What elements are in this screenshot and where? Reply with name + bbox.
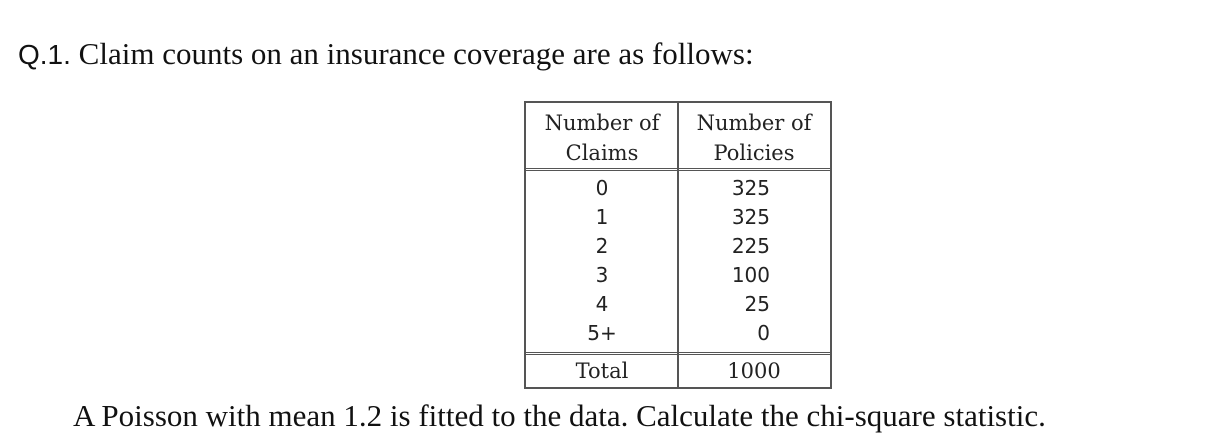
instruction-text: A Poisson with mean 1.2 is fitted to the data. Calculate the chi-square statistic. [73, 398, 1046, 433]
policies-cell: 325 [731, 205, 770, 229]
policies-cell: 100 [731, 263, 770, 287]
total-label: Total [575, 359, 629, 383]
header-line: Number of [544, 111, 660, 135]
header-line: Policies [713, 141, 795, 165]
total-value: 1000 [727, 359, 781, 383]
policies-cell: 25 [744, 292, 770, 316]
claims-column [526, 103, 678, 387]
claims-cell: 5+ [587, 321, 617, 345]
claims-column-header [526, 108, 678, 168]
header-line: Claims [565, 141, 639, 165]
claims-cell: 4 [595, 292, 609, 316]
header-line: Number of [696, 111, 812, 135]
policies-cell: 225 [731, 234, 770, 258]
claims-cell: 1 [595, 205, 609, 229]
claims-cell: 0 [595, 176, 609, 200]
policies-cell: 325 [731, 176, 770, 200]
claims-cell: 3 [595, 263, 609, 287]
claims-cell: 2 [595, 234, 609, 258]
question-text: Claim counts on an insurance coverage are as follows: [78, 36, 754, 71]
policies-cell: 0 [757, 321, 770, 345]
question-number: Q.1. [18, 39, 71, 70]
policies-column [678, 103, 830, 387]
question-line [18, 36, 754, 72]
claims-table [524, 101, 832, 389]
policies-column-header [678, 108, 830, 168]
